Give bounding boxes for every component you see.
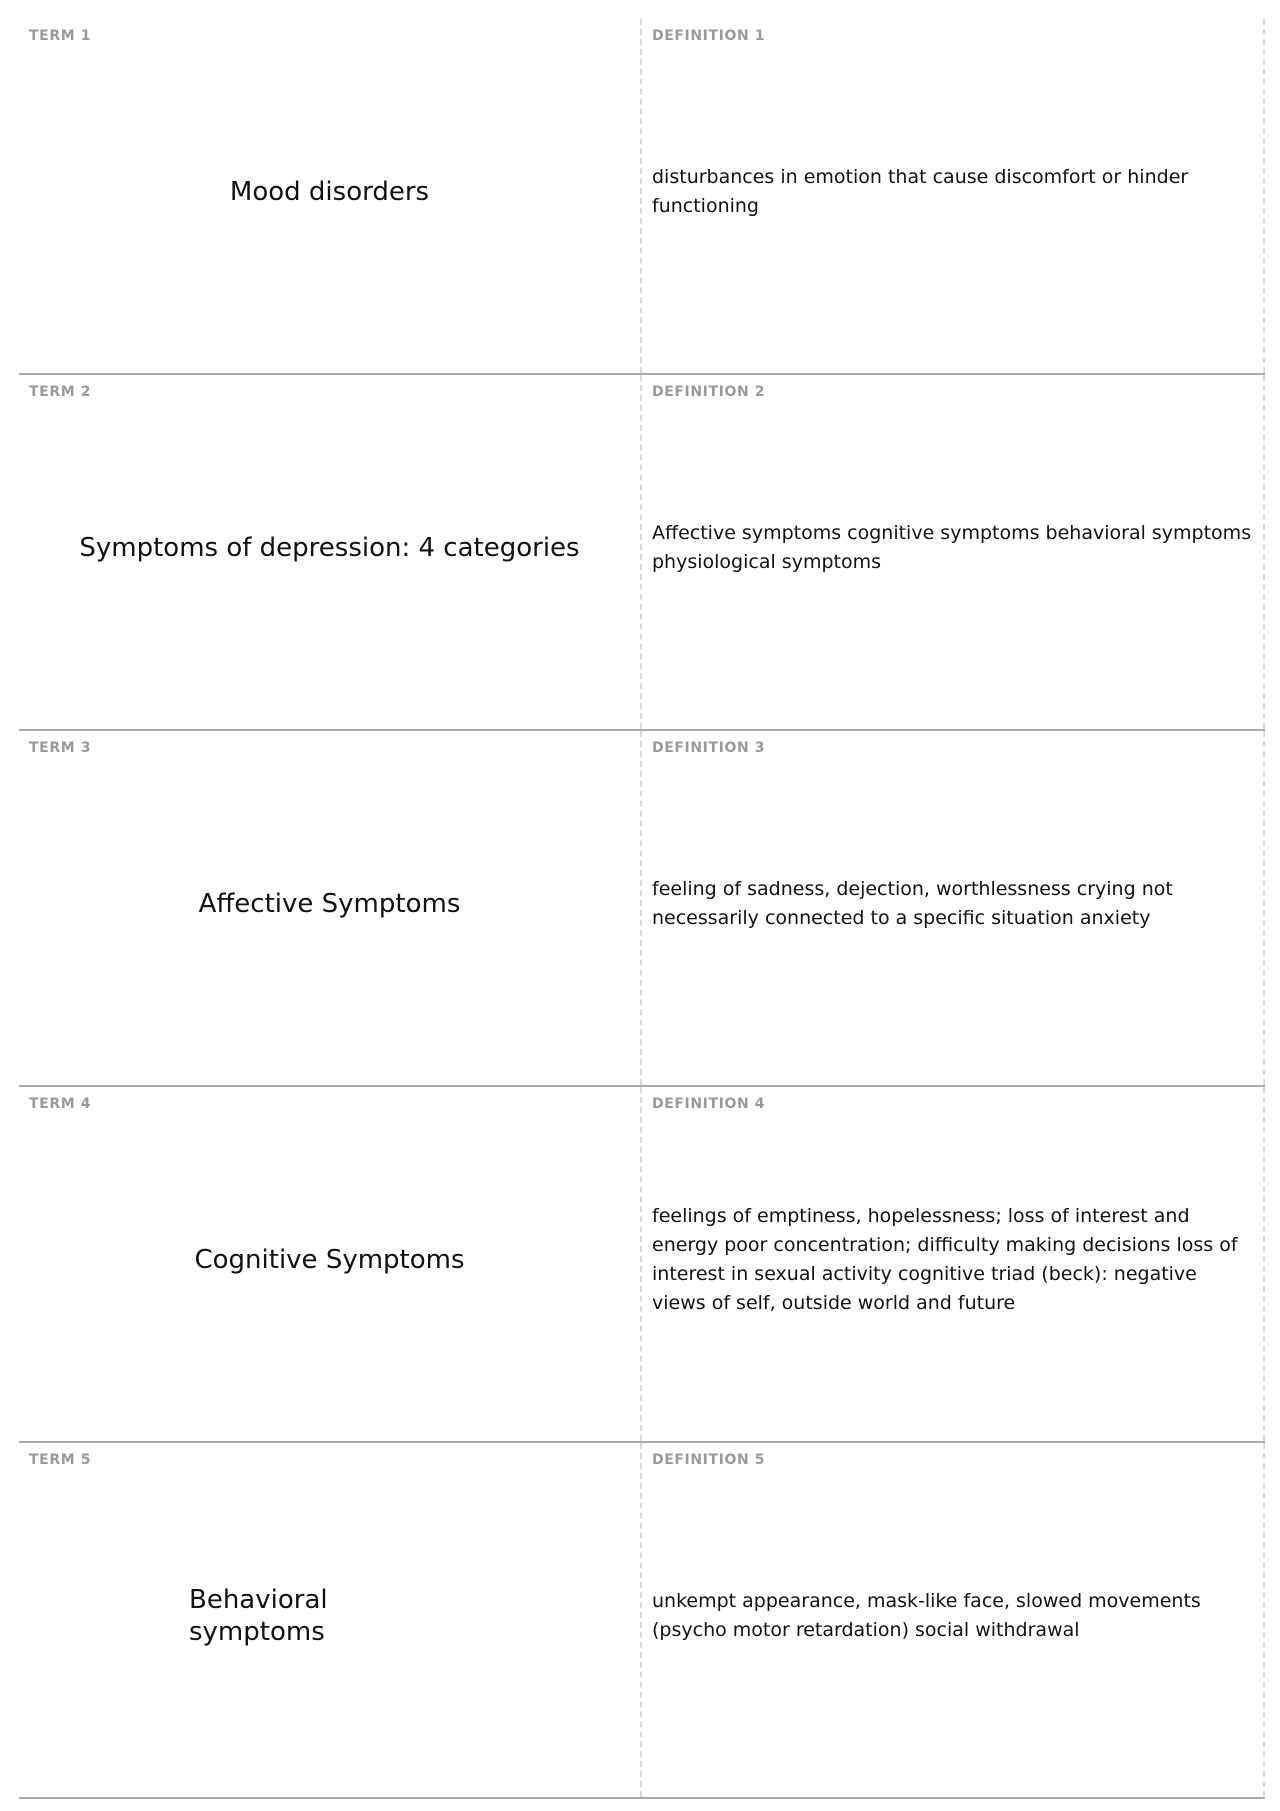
definition-cell bbox=[642, 1087, 1265, 1441]
definition-text: feeling of sadness, dejection, worthlessness crying not necessarily connected to a specific situation anxiety bbox=[652, 878, 1173, 929]
term-text: Cognitive Symptoms bbox=[194, 1245, 465, 1275]
definition-label: DEFINITION 3 bbox=[652, 740, 766, 756]
flashcard-row bbox=[19, 375, 1265, 731]
definition-cell bbox=[642, 375, 1265, 729]
term-cell bbox=[19, 1087, 642, 1441]
definition-label: DEFINITION 1 bbox=[652, 28, 766, 44]
term-label: TERM 3 bbox=[29, 740, 92, 756]
definition-label: DEFINITION 5 bbox=[652, 1452, 766, 1468]
term-label: TERM 4 bbox=[29, 1096, 92, 1112]
definition-cell bbox=[642, 731, 1265, 1085]
term-cell bbox=[19, 19, 642, 373]
definition-cell bbox=[642, 19, 1265, 373]
flashcard-row bbox=[19, 19, 1265, 375]
term-label: TERM 2 bbox=[29, 384, 92, 400]
definition-label: DEFINITION 2 bbox=[652, 384, 766, 400]
term-cell bbox=[19, 1443, 642, 1797]
flashcard-sheet bbox=[19, 19, 1265, 1799]
term-label: TERM 5 bbox=[29, 1452, 92, 1468]
term-text: Behavioral symptoms bbox=[189, 1585, 328, 1647]
term-text: Affective Symptoms bbox=[198, 889, 461, 919]
term-cell bbox=[19, 731, 642, 1085]
flashcard-row bbox=[19, 1443, 1265, 1799]
term-text: Symptoms of depression: 4 categories bbox=[79, 533, 580, 563]
definition-text: unkempt appearance, mask-like face, slowed movements (psycho motor retardation) social withdrawal bbox=[652, 1590, 1201, 1641]
definition-text: Affective symptoms cognitive symptoms behavioral symptoms physiological symptoms bbox=[652, 522, 1252, 573]
definition-text: disturbances in emotion that cause discomfort or hinder functioning bbox=[652, 166, 1189, 217]
flashcard-row bbox=[19, 1087, 1265, 1443]
definition-label: DEFINITION 4 bbox=[652, 1096, 766, 1112]
term-cell bbox=[19, 375, 642, 729]
term-label: TERM 1 bbox=[29, 28, 92, 44]
definition-text: feelings of emptiness, hopelessness; loss of interest and energy poor concentration; difficulty making decisions loss of interest in sexual activity cognitive triad (beck): negative views of self, outside world and future bbox=[652, 1205, 1238, 1314]
term-text: Mood disorders bbox=[229, 177, 430, 207]
definition-cell bbox=[642, 1443, 1265, 1797]
flashcard-row bbox=[19, 731, 1265, 1087]
